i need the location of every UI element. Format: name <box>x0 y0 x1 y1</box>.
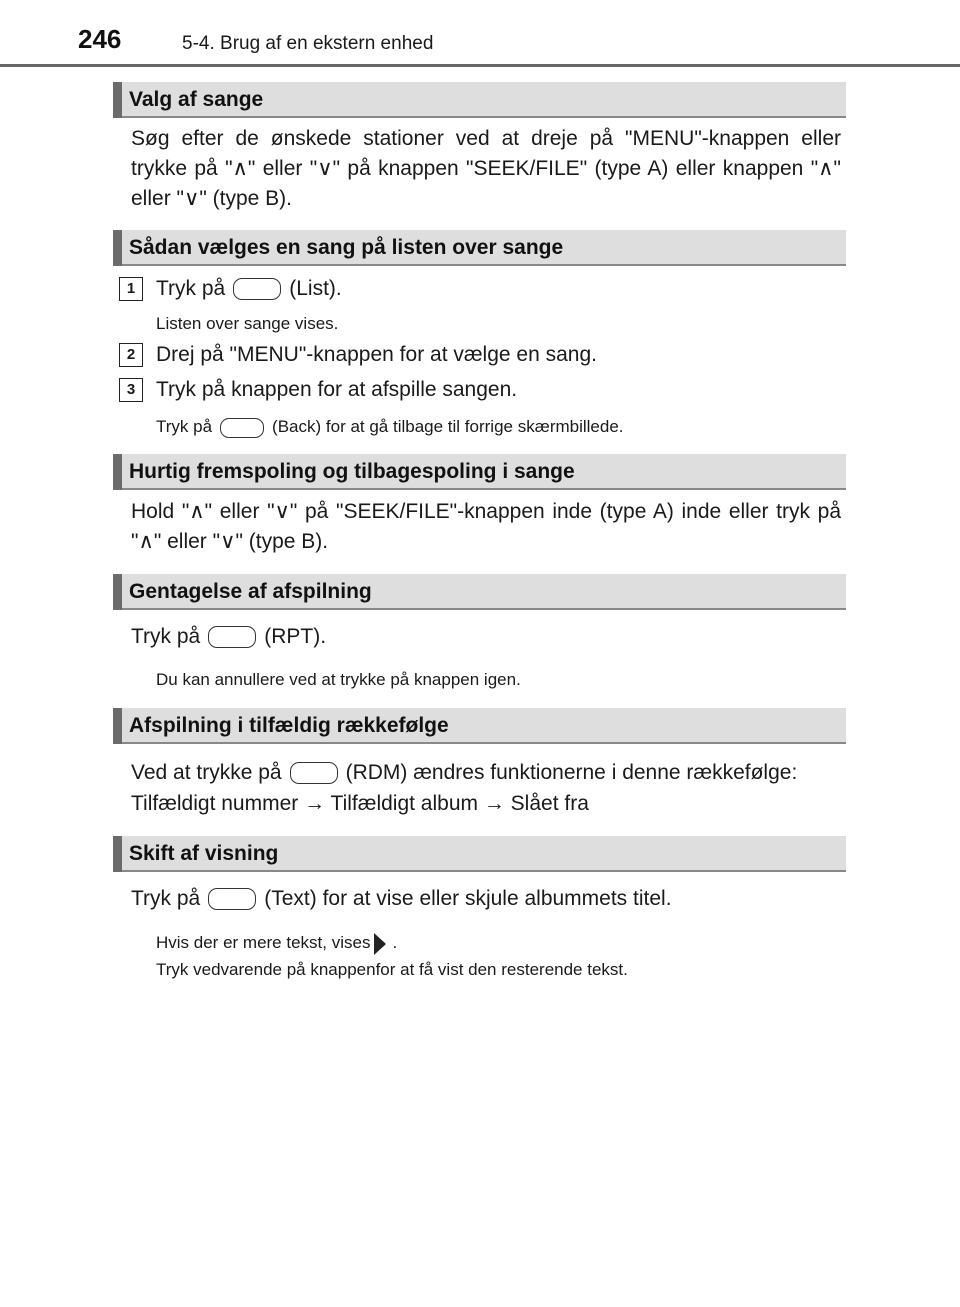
more-text-arrow-icon <box>374 933 386 955</box>
display-note-2: Tryk vedvarende på knappenfor at få vist den resterende tekst. <box>156 960 628 979</box>
section-bar <box>113 574 122 610</box>
random-sequence: Tilfældigt nummer → Tilfældigt album → Slået fra <box>131 792 589 815</box>
step-3-note-pre: Tryk på <box>156 417 213 436</box>
section-title: Sådan vælges en sang på listen over sange <box>129 236 564 259</box>
random-pre: Ved at trykke på <box>131 761 282 784</box>
random-post: (RDM) ændres funktionerne i denne rækkefølge: <box>345 761 798 784</box>
section-title: Gentagelse af afspilning <box>129 580 372 603</box>
section-body: Søg efter de ønskede stationer ved at dreje på "MENU"-knappen eller trykke på "∧" eller "∨" på knappen "SEEK/FILE" (type A) eller knappen "∧" eller "∨" (type B). <box>131 127 841 210</box>
display-note-1-post: . <box>392 933 398 952</box>
repeat-instruction <box>131 622 841 652</box>
step-1-note: Listen over sange vises. <box>156 314 339 333</box>
display-note-1-pre: Hvis der er mere tekst, vises <box>156 933 371 952</box>
rpt-button-icon <box>208 626 256 648</box>
page-header <box>0 0 960 68</box>
back-button-icon <box>220 418 264 438</box>
step-1-text <box>156 276 342 302</box>
section-title: Afspilning i tilfældig rækkefølge <box>129 714 449 737</box>
step-3-note <box>156 416 624 438</box>
section-header-display <box>113 836 846 872</box>
rdm-button-icon <box>290 762 338 784</box>
section-header-random <box>113 708 846 744</box>
display-pre: Tryk på <box>131 887 201 910</box>
step-1-pre: Tryk på <box>156 277 226 300</box>
repeat-post: (RPT). <box>264 625 327 648</box>
step-3-note-post: (Back) for at gå tilbage til forrige skærmbillede. <box>272 417 624 436</box>
section-bar <box>113 836 122 872</box>
step-3-text: Tryk på knappen for at afspille sangen. <box>156 378 518 401</box>
section-bar <box>113 454 122 490</box>
section-body: Hold "∧" eller "∨" på "SEEK/FILE"-knappen inde (type A) inde eller tryk på "∧" eller "∨" (type B). <box>131 500 841 553</box>
step-number-2: 2 <box>119 343 143 367</box>
section-header-song-list <box>113 230 846 266</box>
text-button-icon <box>208 888 256 910</box>
step-1-post: (List). <box>289 277 342 300</box>
random-instruction <box>131 758 841 788</box>
section-bar <box>113 230 122 266</box>
header-divider <box>0 64 960 67</box>
section-title: Hurtig fremspoling og tilbagespoling i sange <box>129 460 575 483</box>
repeat-note: Du kan annullere ved at trykke på knappen igen. <box>156 670 521 689</box>
chapter-title: 5-4. Brug af en ekstern enhed <box>182 33 434 54</box>
repeat-pre: Tryk på <box>131 625 201 648</box>
section-title: Skift af visning <box>129 842 279 865</box>
section-header-fast-forward <box>113 454 846 490</box>
section-header-repeat <box>113 574 846 610</box>
section-title: Valg af sange <box>129 88 264 111</box>
display-note-1 <box>156 932 397 955</box>
section-bar <box>113 708 122 744</box>
page-number: 246 <box>78 24 122 54</box>
list-button-icon <box>233 278 281 300</box>
section-header-valg-af-sange <box>113 82 846 118</box>
display-instruction <box>131 884 841 914</box>
step-2-text: Drej på "MENU"-knappen for at vælge en sang. <box>156 343 597 366</box>
section-bar <box>113 82 122 118</box>
step-number-1: 1 <box>119 277 143 301</box>
display-post: (Text) for at vise eller skjule albummets titel. <box>264 887 672 910</box>
step-number-3: 3 <box>119 378 143 402</box>
